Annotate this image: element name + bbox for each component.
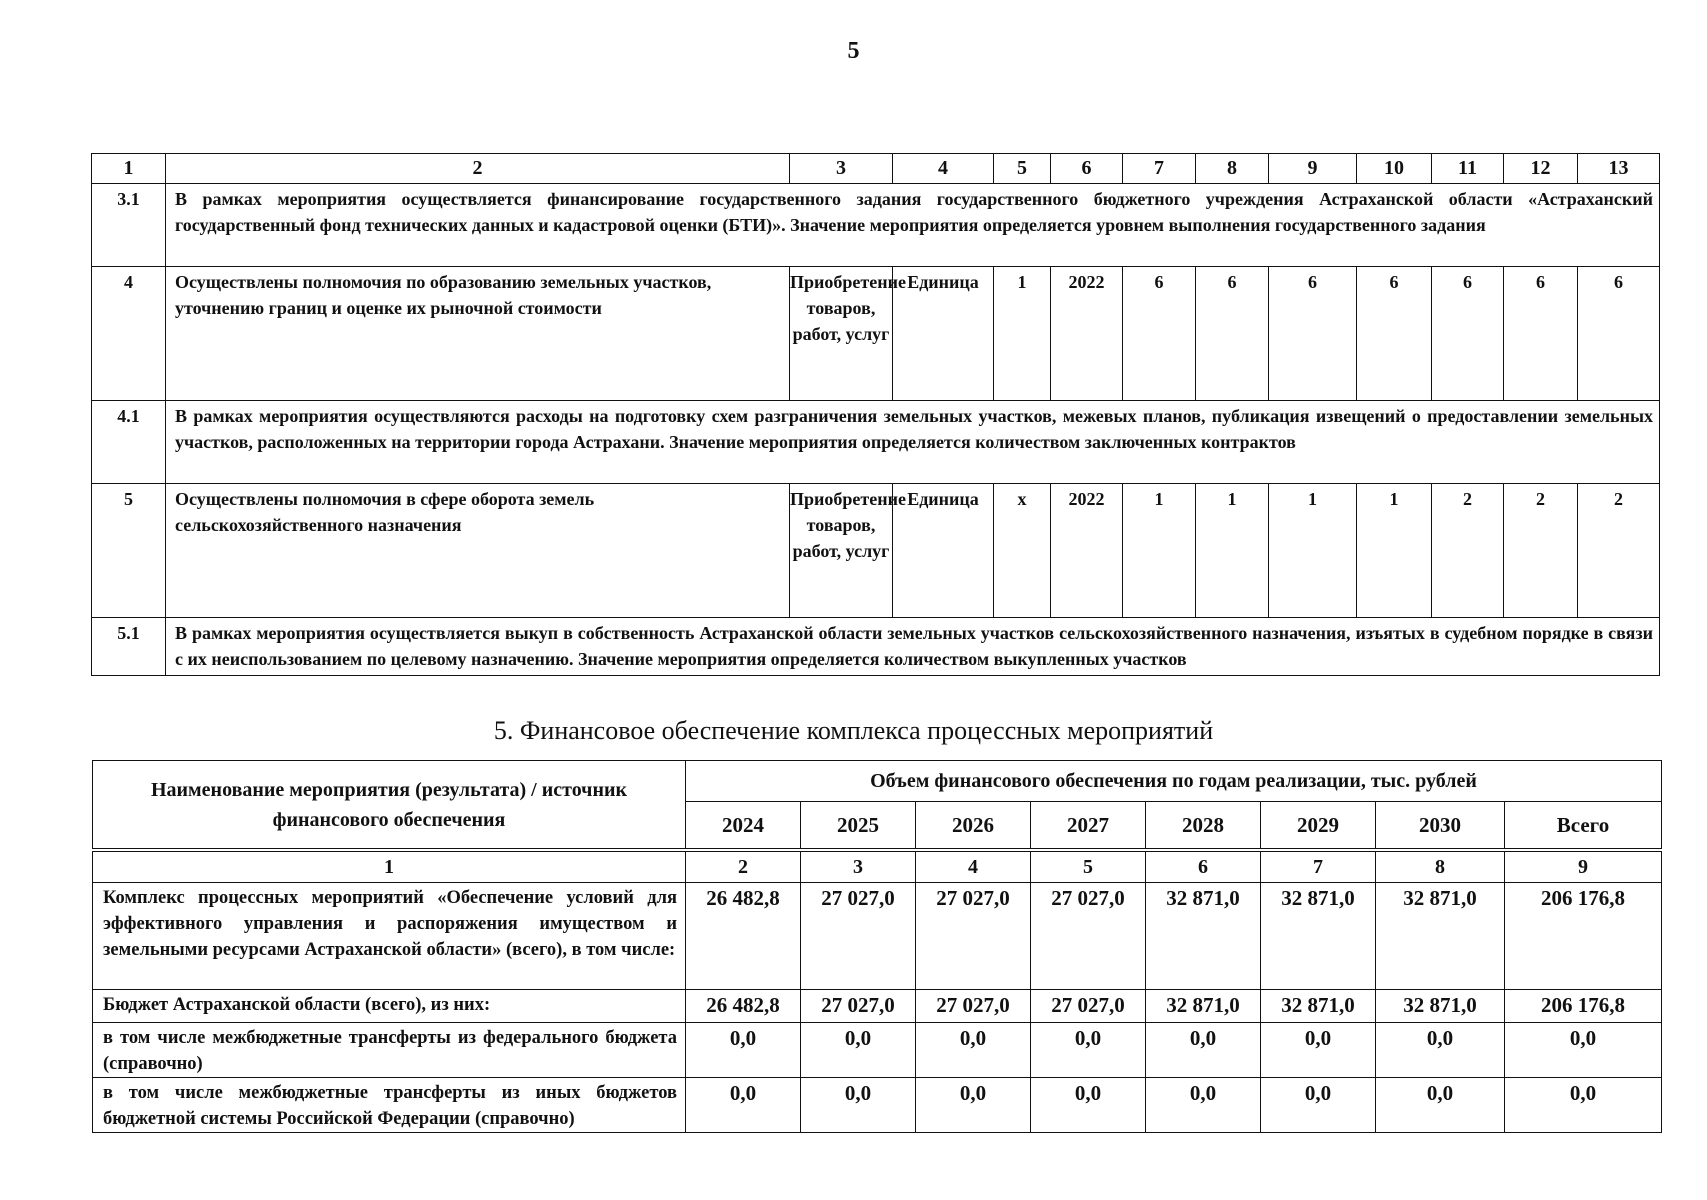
financing-table bbox=[92, 760, 1662, 1133]
value-cell: 6 bbox=[1357, 267, 1432, 401]
index-row bbox=[93, 852, 1662, 883]
table-row bbox=[92, 618, 1660, 676]
value-cell: 32 871,0 bbox=[1261, 883, 1376, 990]
value-cell: 0,0 bbox=[1031, 1023, 1146, 1078]
table-row bbox=[93, 990, 1662, 1023]
result-type: Приобретение товаров, работ, услуг bbox=[790, 484, 893, 618]
column-index: 6 bbox=[1146, 852, 1261, 883]
value-cell: 0,0 bbox=[1261, 1078, 1376, 1133]
year-header: 2027 bbox=[1031, 802, 1146, 849]
unit: Единица bbox=[893, 484, 994, 618]
value-cell: 27 027,0 bbox=[1031, 990, 1146, 1023]
row-number: 4 bbox=[92, 267, 166, 401]
result-type: Приобретение товаров, работ, услуг bbox=[790, 267, 893, 401]
column-number: 4 bbox=[893, 154, 994, 184]
row-name: Комплекс процессных мероприятий «Обеспечение условий для эффективного управления и распоряжения имуществом и земельными ресурсами Астраханской области» (всего), в том числе: bbox=[93, 883, 686, 990]
year-header: 2025 bbox=[801, 802, 916, 849]
row-name: Бюджет Астраханской области (всего), из них: bbox=[93, 990, 686, 1023]
total-cell: 206 176,8 bbox=[1505, 990, 1662, 1023]
value-cell: 0,0 bbox=[916, 1023, 1031, 1078]
row-description: В рамках мероприятия осуществляется выкуп в собственность Астраханской области земельных участков сельскохозяйственного назначения, изъятых в судебном порядке в связи с их неиспользованием по целевому назначению. Значение мероприятия определяется количеством выкупленных участков bbox=[166, 618, 1660, 676]
value-cell: 0,0 bbox=[801, 1078, 916, 1133]
base-value: х bbox=[994, 484, 1051, 618]
value-cell: 32 871,0 bbox=[1146, 990, 1261, 1023]
column-number: 1 bbox=[92, 154, 166, 184]
value-cell: 32 871,0 bbox=[1146, 883, 1261, 990]
value-cell: 27 027,0 bbox=[801, 990, 916, 1023]
column-index: 5 bbox=[1031, 852, 1146, 883]
value-cell: 26 482,8 bbox=[686, 990, 801, 1023]
value-cell: 27 027,0 bbox=[1031, 883, 1146, 990]
table-header-row bbox=[92, 154, 1660, 184]
row-number: 4.1 bbox=[92, 401, 166, 484]
base-year: 2022 bbox=[1051, 484, 1123, 618]
value-cell: 0,0 bbox=[686, 1023, 801, 1078]
value-cell: 26 482,8 bbox=[686, 883, 801, 990]
row-description: В рамках мероприятия осуществляются расходы на подготовку схем разграничения земельных участков, межевых планов, публикация извещений о предоставлении земельных участков, расположенных на территории города Астрахани. Значение мероприятия определяется количеством заключенных контрактов bbox=[166, 401, 1660, 484]
value-cell: 1 bbox=[1196, 484, 1269, 618]
value-cell: 0,0 bbox=[1031, 1078, 1146, 1133]
column-number: 7 bbox=[1123, 154, 1196, 184]
row-number: 3.1 bbox=[92, 184, 166, 267]
total-header: Всего bbox=[1505, 802, 1662, 849]
total-cell: 0,0 bbox=[1505, 1078, 1662, 1133]
column-index: 1 bbox=[93, 852, 686, 883]
value-cell: 2 bbox=[1504, 484, 1578, 618]
unit: Единица bbox=[893, 267, 994, 401]
value-cell: 6 bbox=[1269, 267, 1357, 401]
column-number: 13 bbox=[1578, 154, 1660, 184]
column-number: 12 bbox=[1504, 154, 1578, 184]
value-cell: 2 bbox=[1578, 484, 1660, 618]
name-column-header: Наименование мероприятия (результата) / источник финансового обеспечения bbox=[93, 761, 686, 849]
column-number: 11 bbox=[1432, 154, 1504, 184]
value-cell: 0,0 bbox=[916, 1078, 1031, 1133]
result-name: Осуществлены полномочия по образованию земельных участков, уточнению границ и оценке их рыночной стоимости bbox=[166, 267, 790, 401]
column-number: 8 bbox=[1196, 154, 1269, 184]
column-number: 9 bbox=[1269, 154, 1357, 184]
total-cell: 206 176,8 bbox=[1505, 883, 1662, 990]
header-row bbox=[93, 761, 1662, 802]
table-row bbox=[92, 184, 1660, 267]
value-cell: 27 027,0 bbox=[801, 883, 916, 990]
table-row bbox=[92, 401, 1660, 484]
total-cell: 0,0 bbox=[1505, 1023, 1662, 1078]
value-cell: 0,0 bbox=[1146, 1078, 1261, 1133]
column-number: 3 bbox=[790, 154, 893, 184]
table-row bbox=[93, 1078, 1662, 1133]
value-cell: 32 871,0 bbox=[1376, 883, 1505, 990]
value-cell: 6 bbox=[1196, 267, 1269, 401]
table-row bbox=[92, 484, 1660, 618]
value-cell: 6 bbox=[1432, 267, 1504, 401]
row-description: В рамках мероприятия осуществляется финансирование государственного задания государственного бюджетного учреждения Астраханской области «Астраханский государственный фонд технических данных и кадастровой оценки (БТИ)». Значение мероприятия определяется уровнем выполнения государственного задания bbox=[166, 184, 1660, 267]
volume-header: Объем финансового обеспечения по годам реализации, тыс. рублей bbox=[686, 761, 1662, 802]
value-cell: 0,0 bbox=[801, 1023, 916, 1078]
table-row bbox=[93, 1023, 1662, 1078]
table-row bbox=[93, 883, 1662, 990]
row-name: в том числе межбюджетные трансферты из федерального бюджета (справочно) bbox=[93, 1023, 686, 1078]
value-cell: 1 bbox=[1269, 484, 1357, 618]
value-cell: 0,0 bbox=[686, 1078, 801, 1133]
result-name: Осуществлены полномочия в сфере оборота земель сельскохозяйственного назначения bbox=[166, 484, 790, 618]
value-cell: 6 bbox=[1578, 267, 1660, 401]
year-header: 2028 bbox=[1146, 802, 1261, 849]
year-header: 2029 bbox=[1261, 802, 1376, 849]
value-cell: 27 027,0 bbox=[916, 883, 1031, 990]
page-number: 5 bbox=[847, 38, 860, 64]
value-cell: 1 bbox=[1123, 484, 1196, 618]
column-number: 10 bbox=[1357, 154, 1432, 184]
year-header: 2026 bbox=[916, 802, 1031, 849]
value-cell: 0,0 bbox=[1376, 1023, 1505, 1078]
indicators-table bbox=[91, 153, 1660, 676]
value-cell: 1 bbox=[1357, 484, 1432, 618]
row-name: в том числе межбюджетные трансферты из иных бюджетов бюджетной системы Российской Федерации (справочно) bbox=[93, 1078, 686, 1133]
column-number: 5 bbox=[994, 154, 1051, 184]
value-cell: 0,0 bbox=[1376, 1078, 1505, 1133]
year-header: 2030 bbox=[1376, 802, 1505, 849]
value-cell: 0,0 bbox=[1146, 1023, 1261, 1078]
row-number: 5.1 bbox=[92, 618, 166, 676]
table-row bbox=[92, 267, 1660, 401]
column-index: 7 bbox=[1261, 852, 1376, 883]
value-cell: 6 bbox=[1123, 267, 1196, 401]
year-header: 2024 bbox=[686, 802, 801, 849]
value-cell: 0,0 bbox=[1261, 1023, 1376, 1078]
base-year: 2022 bbox=[1051, 267, 1123, 401]
value-cell: 6 bbox=[1504, 267, 1578, 401]
column-index: 4 bbox=[916, 852, 1031, 883]
value-cell: 32 871,0 bbox=[1261, 990, 1376, 1023]
value-cell: 32 871,0 bbox=[1376, 990, 1505, 1023]
column-index: 2 bbox=[686, 852, 801, 883]
section-title: 5. Финансовое обеспечение комплекса процессных мероприятий bbox=[493, 716, 1214, 745]
value-cell: 27 027,0 bbox=[916, 990, 1031, 1023]
column-index: 8 bbox=[1376, 852, 1505, 883]
column-index: 9 bbox=[1505, 852, 1662, 883]
value-cell: 2 bbox=[1432, 484, 1504, 618]
base-value: 1 bbox=[994, 267, 1051, 401]
column-index: 3 bbox=[801, 852, 916, 883]
column-number: 6 bbox=[1051, 154, 1123, 184]
column-number: 2 bbox=[166, 154, 790, 184]
row-number: 5 bbox=[92, 484, 166, 618]
